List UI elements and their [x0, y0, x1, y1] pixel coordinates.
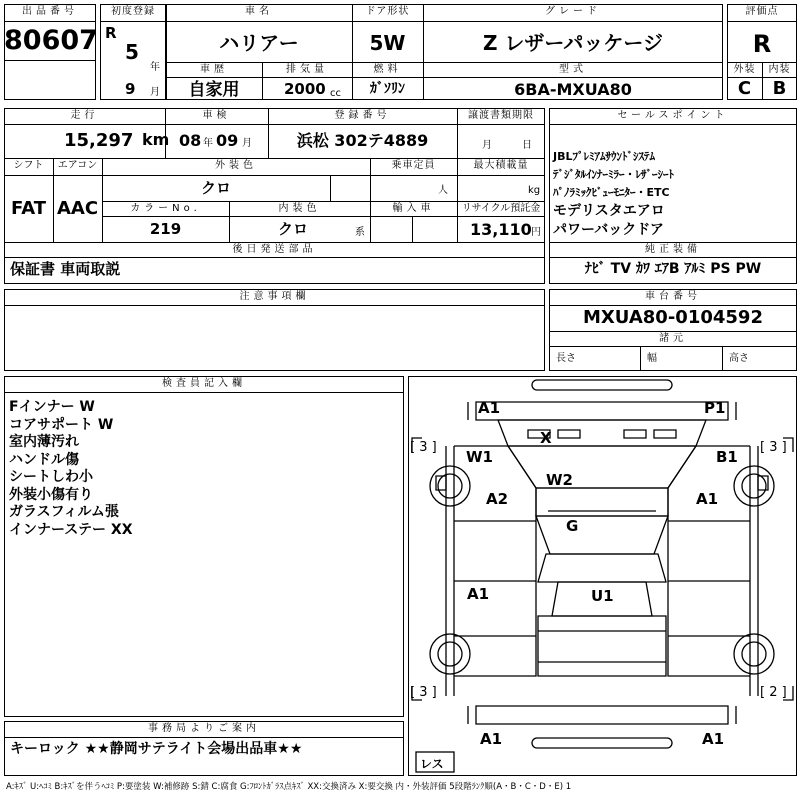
- recycle-deposit-value: 13,110: [470, 220, 532, 239]
- inspection-label: 車検: [202, 110, 231, 121]
- displacement-unit: cc: [330, 88, 341, 99]
- plate-number: 浜松 302テ4889: [296, 131, 429, 150]
- inspector-note: インナーステー XX: [9, 522, 133, 538]
- inspector-label: 検査員記入欄: [162, 378, 246, 389]
- width-label: 幅: [647, 353, 657, 364]
- registration-year: 5: [125, 40, 139, 64]
- max-load-label: 最大積載量: [473, 160, 529, 171]
- mileage-value: 15,297: [64, 130, 134, 151]
- interior-color-label: 内装色: [278, 203, 321, 214]
- mileage-unit: km: [142, 130, 170, 149]
- damage-mark-right-door: A1: [696, 490, 719, 508]
- damage-mark-rear-left: A1: [480, 730, 503, 748]
- interior-grade: B: [772, 78, 787, 99]
- tire-front-left-value: 3: [419, 440, 428, 455]
- tire-front-left: [ 3 ]: [410, 440, 437, 455]
- model-label: 型式: [559, 64, 587, 75]
- interior-label: 内装: [768, 64, 791, 75]
- sales-points-label: セールスポイント: [617, 110, 729, 121]
- damage-mark-left-fender: W1: [466, 448, 493, 466]
- import-label: 輸入車: [392, 203, 435, 214]
- damage-mark-roof: W2: [546, 471, 573, 489]
- damage-mark-left-rear: A1: [467, 585, 490, 603]
- sales-point-line-2: ﾃﾞｼﾞﾀﾙｲﾝﾅｰﾐﾗｰ・ﾚｻﾞｰｼｰﾄ: [553, 168, 674, 181]
- damage-mark-front-right: P1: [704, 399, 726, 417]
- history-label: 車歴: [200, 64, 228, 75]
- chassis-label: 車台番号: [645, 291, 701, 302]
- door-type: 5W: [369, 31, 406, 55]
- tire-rear-left-value: 3: [419, 685, 428, 700]
- grade-value: Z レザーパッケージ: [482, 31, 664, 55]
- inspector-notes: [9, 396, 399, 546]
- recycle-deposit-label: リサイクル預託金: [461, 203, 541, 214]
- color-number-label: カラーNo.: [130, 203, 201, 214]
- first-registration-label: 初度登録: [111, 6, 155, 17]
- damage-mark-center: U1: [591, 587, 614, 605]
- equipment-label: 純正装備: [645, 244, 701, 255]
- sales-point-line-1: JBLﾌﾟﾚﾐｱﾑｻｳﾝﾄﾞｼｽﾃﾑ: [553, 150, 655, 163]
- later-parts-value: 保証書 車両取説: [10, 260, 121, 278]
- inspector-note: 室内薄汚れ: [9, 434, 79, 450]
- notes-label: 注意事項欄: [239, 291, 310, 302]
- fuel-value: ｶﾞｿﾘﾝ: [370, 81, 405, 97]
- sales-point-line-4: モデリスタエアロ: [553, 203, 665, 219]
- transfer-month-unit: 月: [482, 140, 492, 151]
- tire-rear-right-value: 2: [769, 685, 778, 700]
- fuel-label: 燃料: [373, 64, 402, 75]
- exterior-color-label: 外装色: [215, 160, 257, 171]
- shift-value: FAT: [10, 198, 47, 219]
- office-notice-label: 事務局よりご案内: [148, 723, 260, 734]
- history-value: 自家用: [188, 80, 240, 100]
- inspector-note: ガラスフィルム張: [9, 504, 119, 520]
- inspection-month: 09: [216, 131, 239, 150]
- recycle-deposit-unit: 円: [531, 227, 541, 238]
- interior-color-value: クロ: [277, 220, 308, 238]
- era-mark: R: [105, 24, 117, 42]
- inspection-year-unit: 年: [203, 138, 213, 149]
- office-notice-value: キーロック ★★静岡サテライト会場出品車★★: [10, 741, 303, 757]
- damage-code-legend: A:ｷｽﾞ U:ﾍｺﾐ B:ｷｽﾞを伴うﾍｺﾐ P:要塗装 W:補修跡 S:錆 C:腐食 G:ﾌﾛﾝﾄｶﾞﾗｽ点ｷｽﾞ XX:交換済み X:要交換 内・外装評価 5段階ﾗﾝｸ順(A・B・C・D・E) 1: [6, 782, 572, 792]
- tire-front-right-value: 3: [769, 440, 778, 455]
- door-type-label: ドア形状: [365, 6, 410, 17]
- damage-mark-glass: G: [566, 517, 579, 535]
- later-parts-label: 後日発送部品: [232, 244, 317, 255]
- capacity-label: 乗車定員: [391, 160, 436, 171]
- registration-month: 9: [125, 80, 136, 98]
- color-number-value: 219: [149, 220, 182, 238]
- registration-month-unit: 月: [150, 87, 160, 98]
- spare-tire-status: レス: [420, 757, 444, 771]
- sales-point-line-3: ﾊﾟﾉﾗﾐｯｸﾋﾞｭｰﾓﾆﾀｰ・ETC: [553, 186, 670, 199]
- inspector-note: 外装小傷有り: [9, 487, 93, 503]
- exterior-label: 外装: [733, 64, 756, 75]
- sales-point-line-5: パワーバックドア: [553, 222, 664, 238]
- length-label: 長さ: [556, 353, 576, 364]
- inspection-month-unit: 月: [242, 138, 252, 149]
- exterior-grade: C: [737, 78, 752, 99]
- tire-rear-left: [ 3 ]: [410, 685, 437, 700]
- car-name: ハリアー: [219, 31, 299, 55]
- model-value: 6BA-MXUA80: [514, 80, 632, 99]
- tire-front-right: [ 3 ]: [760, 440, 787, 455]
- score-value: R: [752, 30, 772, 58]
- grade-label: グレード: [545, 6, 601, 17]
- equipment-value: ﾅﾋﾞ TV ｶﾜ ｴｱB ｱﾙﾐ PS PW: [584, 261, 762, 277]
- capacity-unit: 人: [438, 185, 448, 196]
- registration-year-unit: 年: [150, 62, 160, 73]
- plate-label: 登録番号: [334, 110, 391, 121]
- ac-label: エアコン: [57, 160, 98, 171]
- transfer-day-unit: 日: [522, 140, 532, 151]
- damage-mark-front-left: A1: [478, 399, 501, 417]
- exterior-color-value: クロ: [200, 179, 231, 197]
- transfer-deadline-label: 譲渡書類期限: [468, 110, 534, 121]
- chassis-number: MXUA80-0104592: [583, 307, 763, 328]
- damage-mark-left-door: A2: [486, 490, 509, 508]
- lot-number-label: 出品番号: [22, 6, 78, 17]
- score-label: 評価点: [745, 6, 779, 17]
- specs-label: 諸元: [659, 333, 687, 344]
- lot-number: 80607: [4, 25, 98, 56]
- damage-mark-right-fender: B1: [716, 448, 738, 466]
- inspector-note: シートしわ小: [9, 469, 93, 485]
- inspector-note: コアサポート W: [9, 417, 114, 433]
- mileage-label: 走行: [70, 110, 99, 121]
- tire-rear-right: [ 2 ]: [760, 685, 787, 700]
- interior-color-unit: 系: [355, 227, 365, 238]
- inspection-year: 08: [179, 131, 202, 150]
- max-load-unit: kg: [528, 185, 541, 196]
- car-damage-diagram: [408, 376, 797, 776]
- height-label: 高さ: [729, 353, 749, 364]
- displacement-label: 排気量: [286, 64, 328, 75]
- inspector-note: ハンドル傷: [9, 452, 79, 468]
- damage-mark-rear-right: A1: [702, 730, 725, 748]
- ac-value: AAC: [56, 198, 99, 219]
- damage-mark-windshield: X: [540, 429, 552, 447]
- car-name-label: 車名: [245, 6, 273, 17]
- shift-label: シフト: [13, 160, 44, 171]
- displacement-value: 2000: [284, 80, 326, 98]
- inspector-note: Fインナー W: [9, 399, 95, 415]
